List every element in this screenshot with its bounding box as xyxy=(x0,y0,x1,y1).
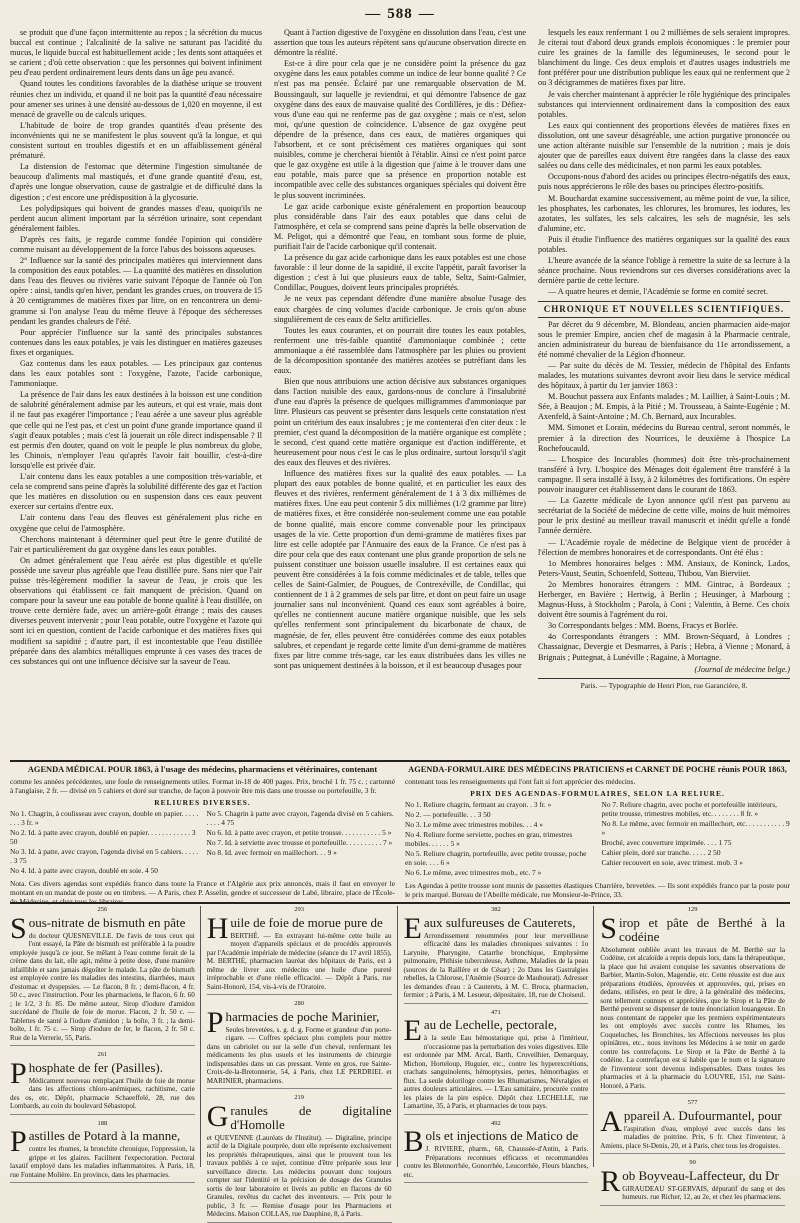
article-paragraph: L'heure avancée de la séance l'oblige à remettre la suite de sa lecture à la séance prochaine. Nous reviendrons sur ces diverses considérations avec la dernière partie de cette lecture. xyxy=(538,256,790,286)
ad-title-text: au de Lechelle, pectorale, xyxy=(423,1017,557,1032)
agenda-medical-note: Nota. Ces divers agendas sont expédiés franco dans toute la France et l'Algérie aux prix annoncés, mais il faut en envoyer le montant en un mandat de poste ou en timbres. — A Paris, chez P. Asselin, gendre et successeur de Labé, libraire, place de l'École-de-Médecine, et chez tous les libraires. xyxy=(10,878,395,906)
ad-column xyxy=(600,906,790,1201)
article-paragraph: Par décret du 9 décembre, M. Blondeau, ancien pharmacien aide-major sous le premier Empire, ancien chef de magasin à la Pharmacie centrale, ancien administrateur du bureau de bienfaisance du 11e arrondissement, a été nommé chevalier de la Légion d'honneur. xyxy=(538,319,790,359)
article-paragraph: Je vais chercher maintenant à apprécier le rôle hygiénique des principales substances qui interviennent ordinairement dans la composition des eaux potables. xyxy=(538,89,790,119)
agenda-advertisements xyxy=(10,760,790,906)
agenda-formulaire-title: AGENDA-FORMULAIRE DES MÉDECINS PRATICIENS et CARNET DE POCHE réunis POUR 1863, xyxy=(408,765,787,774)
article-paragraph: 4o Correspondants étrangers : MM. Brown-Séquard, à Londres ; Chassaignac, Devergie et Desmarres, à Paris ; Hebra, à Vienne ; Monard, à Brignais ; Puttegnat, à Lunéville ; Ragaine, à Mortagne. xyxy=(538,632,790,662)
article-paragraph: Je ne veux pas cependant défendre d'une manière absolue l'usage des eaux chargées de cinq volumes d'acide carbonique. Je crois qu'on abuse singulièrement de ces eaux de Seltz artificielles. xyxy=(274,294,526,324)
agenda-medical-subtitle: RELIURES DIVERSES. xyxy=(154,797,251,807)
ad-title-text: ranules de digitaline d'Homolle xyxy=(230,1102,392,1132)
article-paragraph: MM. Simonet et Lorain, médecins du Bureau central, seront nommés, le premier à la direction des Nourrices, le deuxième à l'hospice La Rochefoucauld. xyxy=(538,423,790,453)
ad-body: Seules brevetées, s. g. d. g. Forme et grandeur d'un porte-cigare. — Coffres spéciaux plus complets pour mettre dans un cabriolet ou sur la selle d'un cheval, renfermant les médicaments les plus usuels et les instruments de chirurgie indispensables dans un cas pressant. Vente en gros, rue Sainte-Croix-de-la-Bretonnerie, 54, à Paris, chez LE PERDRIEL et MARINIER, pharmaciens. xyxy=(206,1025,392,1085)
article-paragraph: Les polydipsiques qui boivent de grandes masses d'eau, quoiqu'ils ne perdent aucun aliment important par la sécrétion urinaire, sont cependant généralement faibles. xyxy=(10,203,262,233)
article-paragraph: se produit que d'une façon intermittente au repos ; la sécrétion du mucus buccal est continue ; l'alcalinité de la salive ne saturant pas l'acidité du mucus, le liquide buccal est habituellement acide ; les dents sont attaquées et se carient ; d'où cette observation : que les personnes qui boivent infiniment peu d'eau perdent ordinairement leurs dents dans un âge peu avancé. xyxy=(10,28,262,78)
article-paragraph: Est-ce à dire pour cela que je ne considère point la présence du gaz oxygène dans les eaux potables comme un indice de leur bonne qualité ? Ce n'est pas ma pensée. Éclairé par une remarquable observation de M. Boussingault, sur laquelle je reviendrai, et qui démontre l'absence de gaz oxygène dans des eaux de mauvaise qualité des Cordillères, je dis : Défiez-vous d'une eau qui ne renferme pas de gaz oxygène ; mais ce n'est, selon moi, qu'une question de coïncidence. L'absence de gaz oxygène peut dépendre de la présence, dans ces eaux, de matières organiques qui l'absorbent, et ce sont précisément ces matières organiques qui sont nuisibles, comme je chercherai bientôt à l'établir. Ainsi ce n'est point parce que le gaz oxygène est utile à la digestion que j'aime à le trouver dans une eau potable, mais parce que sa présence en proportion notable est incompatible avec celle des substances organiques spéciales qui doivent être le plus souvent incriminées. xyxy=(274,59,526,200)
article-paragraph: Cherchons maintenant à déterminer quel peut être le genre d'utilité de l'air et particulièrement du gaz oxygène dans les eaux potables. xyxy=(10,534,262,554)
ad-drop-cap: S xyxy=(10,911,27,945)
ad-body: BERTHÉ. — En extrayant lui-même cette huile au moyen d'appareils spéciaux et de procédés approuvés par l'Académie impériale de médecine (séance du 17 avril 1855), M. BERTHÉ, pharmacien lauréat des hôpitaux de Paris, est à même de livrer aux médecins une huile d'une pureté irréprochable et d'une réelle efficacité. — Dépôt à Paris, rue Saint-Honoré, 154, vis-à-vis de l'Oratoire. xyxy=(206,931,392,991)
price-list-item: Cahier recouvert en soie, avec trimest. mob. 3 » xyxy=(601,857,743,867)
classified-ad xyxy=(600,1099,785,1154)
ad-title xyxy=(206,1005,392,1039)
article-paragraph: — Par suite du décès de M. Tessier, médecin de l'hôpital des Enfants malades, les mutations suivantes devront avoir lieu dans le service médical des hôpitaux, à partir du 1er janvier 1863 : xyxy=(538,360,790,391)
price-list-item: No 1. Chagrin, à coulisseau avec crayon, double en papier. . . . . . . . 3 fr. » xyxy=(10,808,199,827)
article-columns xyxy=(10,28,790,758)
ad-title-text: aux sulfureuses de Cauterets, xyxy=(423,914,576,930)
ad-title-text: astilles de Potard à la manne, xyxy=(28,1128,181,1143)
ad-title xyxy=(403,1125,589,1158)
classified-ad xyxy=(10,906,195,1046)
ad-body: J. RIVIERE, pharm., 68, Chaussée-d'Antin, à Paris. Préparations reconnues efficaces et recommandées contre les Blennorrhée, Gonorrhée, Leucorrhée, Fleurs blanches, etc. xyxy=(403,1145,589,1179)
ad-body: du docteur QUESNEVILLE. De l'avis de tous ceux qui l'ont essayé, la Pâte de bismuth est préférable à la poudre employée jusqu'à ce jour. Se mêlant à l'eau comme ferait de la crème dans du lait, elle agit, même à petite dose, d'une manière infaillible et sans jamais dégoûter le malade. La pâte de bismuth est employée contre les maladies des intestins, diarrhées, maux d'estomac et dyspepsies. — Le flacon, 8 fr. ; demi-flacon, 4 fr. 50 c., avec l'instruction. Pour les pharmaciens, le flacon, 6 fr. 60 ; le 1/2, 3 fr. 85. De même auteur, Sirop d'iodure d'amidon succédané de l'huile de foie de morue. Flacon, 2 fr. 50 c. — Tablettes de santé à l'iodure d'amidon ; la boîte, 3 fr. ; la demi-boîte, 1 fr. 75 c. — Sirop d'iodure de fer, le flacon, 2 fr. 50 c. Rue de la Verrerie, 55, Paris. xyxy=(10,931,195,1042)
ad-title-text: uile de foie de morue pure de xyxy=(230,914,383,930)
article-paragraph: Influence des matières fixes sur la qualité des eaux potables. — La plupart des eaux potables de bonne qualité, et en particulier les eaux des fleuves et des rivières, renferment généralement de 1 à 3 dix millièmes de matières fixes. Une eau peut contenir 5 dix millièmes (1/2 gramme par litre) de matières fixes, et être considérée non-seulement comme une eau potable de bonne qualité, mais encore comme convenable pour les principaux usages de la vie. Cette proportion d'un demi-gramme de matières fixes par litre est celle adoptée par l'Annuaire des eaux de la France. Ce n'est pas à dire pour cela que des eaux contenant une plus grande proportion de sels ne puissent constituer une boisson usuelle insalubre. Il est certaines eaux qui peuvent être considérées à la fois comme médicinales et de table, telles que celles de Saint-Galmier, de Pougues, de Contrexéville, de Condillac, qui contiennent de 1 à 2 grammes de sels par litre, et dont on peut faire un usage journalier sans nul inconvénient. Quand ces eaux sont agréables à boire, qu'elles ne contiennent aucune matière organique nuisible, que les sels qu'elles renferment sont principalement du bicarbonate de chaux, de magnésie, de fer, elles peuvent être considérées comme des eaux potables salubres, et cependant je regarde cette limite d'un demi-gramme de matières fixes par litre comme très-sage, car les eaux distribuées dans les villes ne sont pas uniquement destinées à la boisson, et il est beaucoup d'usages pour xyxy=(274,469,526,670)
article-paragraph: lesquels les eaux renfermant 1 ou 2 millièmes de sels seraient impropres. Je citerai tout d'abord deux grands emplois économiques : le premier pour cuire les graines de la famille des légumineuses, le second pour le blanchiment du linge. Ces deux emplois et d'autres usages industriels me font préférer pour une distribution publique les eaux qui ne renferment que 2 ou 3 décigrammes de matières fixes par litre. xyxy=(538,28,790,88)
price-list-item: No 7. Id. à serviette avec trousse et portefeuille. . . . . . . . . . 7 » xyxy=(206,837,393,847)
ad-column xyxy=(10,906,201,1179)
ad-title-text: harmacies de poche Marinier, xyxy=(225,1008,380,1024)
ad-body: Arrondissement renommées pour leur merveilleuse efficacité dans les maladies chroniques suivantes : 1o Larynite, Pharyngite, Catarrhe bronchique, Emphysème pulmonaire, Phthisie tuberculeuse, Asthme, Maladies de la peau (sources de la Raillère et de César) ; 2o Dans les Gastralgies rebelles, la Chlorose, l'Anémie (Source de Mauhourat). Adresser les demandes d'eau : à Cauterets, à M. C. Broca, pharmacien, fermier ; à Paris, à M. Lesueur, dépositaire, 18, rue de Choiseul. xyxy=(403,931,589,999)
agenda-formulaire-ad xyxy=(405,765,790,900)
price-list-item: No 6. Id. à patte avec crayon, et petite trousse. . . . . . . . . . . 5 » xyxy=(206,827,392,837)
price-list-item: No 7. Reliure chagrin, avec poche et portefeuille intérieurs, petite trousse, trimestres mobiles, etc. . . . . . . . 8 fr. » xyxy=(601,799,777,818)
article-paragraph: Toutes les eaux courantes, et on pourrait dire toutes les eaux potables, renferment une très-faible quantité d'ammoniaque combinée ; cette ammoniaque a été rassemblée dans l'atmosphère par les pluies ou provient de la décomposition spontanée des matières azotées se putréfiant dans les eaux. xyxy=(274,325,526,376)
classified-ad xyxy=(404,906,589,1004)
article-column-3 xyxy=(538,28,790,758)
price-list-item: Broché, avec couverture imprimée. . . . 1 75 xyxy=(601,837,732,847)
ad-body: Absolument oubliée avant les travaux de M. Berthé sur la Codéine, cet alcaloïde a repris depuis lors, dans la thérapeutique, la place que lui avaient conquise les savantes observations de Barbier, Martin-Solon, Magendie, etc. Cette réussite est due aux préparations étudiées, éprouvées et approuvées, qui, prises en dedans, utilisées, en peut le dire, à la généralité des médecins, sont tellement connues et appréciées, que le Sirop et la Pâte de Berthé peuvent se dispenser de toute énonciation louangeuse. En nous contentant de rappeler que les premiers expérimentateurs les ont employés avec succès contre les Rhumes, les Coqueluches, les Bronchites, les Affections nerveuses les plus opiniâtres, etc., nous invitons les Médecins à se tenir en garde contre les contrefaçons. Le Sirop et la Pâte de Berthé à la codéine. La contrefaçon est si habile que le nom et la signature de l'inventeur sont devenus indispensables. Dans toutes les pharmacies et à la pharmacie du LOUVRE, 151, rue Saint-Honoré, à Paris. xyxy=(600,945,785,1090)
agenda-medical-list-left xyxy=(10,809,199,876)
classified-ad xyxy=(404,1120,589,1184)
ad-number: 293 xyxy=(294,906,304,913)
ad-body: contre les rhumes, la bronchite chronique, l'oppression, la grippe et les glaires. Facilitent l'expectoration. Pectoral laxatif employé dans les maladies inflammatoires. À Paris, 18, rue Fontaine Molière. En province, dans les pharmacies. xyxy=(10,1145,195,1179)
price-list-item: No 1. Reliure chagrin, fermant au crayon. . 3 fr. » xyxy=(405,799,552,809)
classified-ad xyxy=(10,1051,195,1115)
classified-ad xyxy=(600,1159,785,1206)
ad-drop-cap: P xyxy=(10,1056,27,1090)
article-paragraph: M. Bouchut passera aux Enfants malades ; M. Laillier, à Saint-Louis ; M. Sée, à Beaujon ; M. Empis, à la Pitié ; M. Trousseau, à Sainte-Eugénie ; M. Axenfeld, à Saint-Antoine ; M. Ch. Bernard, aux Incurables. xyxy=(538,392,790,422)
ad-title xyxy=(600,911,785,945)
agenda-medical-ad xyxy=(10,765,395,906)
article-paragraph: La distension de l'estomac que détermine l'ingestion simultanée de beaucoup d'aliments mal mastiqués, et d'une grande quantité d'eau, est, d'après une longue observation, cause de gastralgie et de difficulté dans la digestion ; c'est encore une prédisposition à la glycosurie. xyxy=(10,162,262,202)
ad-number: 261 xyxy=(97,1051,108,1058)
price-list-item: No 8. Le même, avec fermoir en maillechort, etc. . . . . . . . . . . 9 » xyxy=(601,818,790,837)
ad-drop-cap: P xyxy=(206,1005,224,1039)
ad-drop-cap: E xyxy=(403,911,422,945)
price-list-item: No 4. Id. à patte avec crayon, doublé en soie. 4 50 xyxy=(10,865,158,875)
price-list-item: Cahier plein, doré sur tranche. . . . . 2 50 xyxy=(601,847,721,857)
classified-ads xyxy=(10,902,790,1218)
article-paragraph: Quand toutes les conditions favorables de la diathèse urique se trouvent réunies chez un individu, et quand il ne boit pas la quantité d'eau nécessaire pour amener ses urines à une densité au-dessous de 1,020 en moyenne, il est menacé de gravelle ou de calculs uriques. xyxy=(10,79,262,119)
article-paragraph: Gaz contenus dans les eaux potables. — Les principaux gaz contenus dans les eaux potables sont : l'oxygène, l'azote, l'acide carbonique, l'ammoniaque. xyxy=(10,359,262,389)
price-list-item: No 5. Reliure chagrin, portefeuille, avec petite trousse, poche en soie. . . . 6 » xyxy=(405,848,587,867)
price-list-item: No 3. Le même avec trimestres mobiles. . . 4 » xyxy=(405,819,543,829)
agenda-medical-list-right xyxy=(207,809,396,876)
agenda-medical-title: AGENDA MÉDICAL POUR 1863, à l'usage des médecins, pharmaciens et vétérinaires, contenant xyxy=(27,765,378,774)
classified-ad xyxy=(600,906,785,1094)
ad-number: 129 xyxy=(687,906,698,913)
article-paragraph: 1o Membres honoraires belges : MM. Ansiaux, de Koninck, Lados, Peters-Vaust, Seutin, Schoenfeld, Sotteau, Thibou, Van Bierviiet. xyxy=(538,558,790,578)
article-paragraph: Bien que nous attribuions une action décisive aux substances organiques dans l'action nuisible des eaux, gardons-nous de conclure à l'insalubrité d'une eau d'après la présence de quelques milligrammes d'ammoniaque par litre. Plusieurs cas peuvent se présenter dans lesquels cette constatation n'est point un critérium des eaux insalubres ; je me contenterai d'en citer deux : le premier, c'est quand la décomposition de la matière organique est complète ; le second, c'est quand cette matière organique est d'action indifférente, et heureusement pour nous c'est le cas le plus ordinaire, surtout lorsqu'il s'agit des eaux des fleuves et des rivières. xyxy=(274,377,526,467)
price-list-item: No 6. Le même, avec trimestres mob., etc. 7 » xyxy=(405,867,542,877)
classified-ad xyxy=(207,1000,392,1089)
ad-number: 280 xyxy=(294,1000,304,1007)
article-paragraph: — L'Académie royale de médecine de Belgique vient de procéder à l'élection de membres honoraires et de correspondants. Ont été élus : xyxy=(538,537,790,557)
ad-number: 219 xyxy=(294,1094,304,1101)
agenda-formulaire-subtitle: PRIX DES AGENDAS-FORMULAIRES, SELON LA RELIURE. xyxy=(470,788,725,798)
price-list-item: No 3. Id. à patte, avec crayon, l'agenda divisé en 5 cahiers. . . . . . 3 75 xyxy=(10,846,199,865)
article-paragraph: D'après ces faits, je regarde comme fondée l'opinion qui considère comme nuisant au développement de la force l'abus des boissons aqueuses. xyxy=(10,234,262,254)
article-paragraph: 2o Membres honoraires étrangers : MM. Gintrac, à Bordeaux ; Herberger, en Bavière ; Hertwig, à Berlin ; Heusinger, à Marbourg ; Magnus-Huss, à Stockholm ; Parola, à Coni ; Valentin, à Berne. Ces choix doivent être soumis à l'agrément du roi. xyxy=(538,579,790,620)
ad-body: à la seule Eau hémostatique qui, prise à l'intérieur, n'occasionne pas la perturbation des voies digestives. Elle est ordonnée par MM. Arcal, Barth, Cruveilhier, Demarquay, Michon, Horteloup, Huguier, etc., contre les hyperexcrétions, crachats sanguinolents, hémoptysies, pertes, hémorrhagies et flux. La seule doloriloge contre les Rhumatismes, Névralgies et autres douleurs articulaires. — L'Eau samitaire, procurée contre les plaies de la pire espèce. Dépôt chez LECHELLE, rue Lamartine, 35, à Paris, et pharmacies de tous pays. xyxy=(403,1034,589,1110)
article-paragraph: — L'hospice des Incurables (hommes) doit être très-prochainement transféré à Ivry. L'hospice des Ménages doit également être transféré à la campagne. Il sera installé à Issy, à 2 kilomètres des fortifications. On espère pouvoir inaugurer cet établissement dans le courant de 1863. xyxy=(538,454,790,495)
ad-column xyxy=(206,906,398,1218)
price-list-item: No 2. Id. à patte avec crayon, doublé en papier. . . . . . . . . . . . 3 50 xyxy=(10,827,196,846)
article-paragraph: Le gaz acide carbonique existe généralement en proportion beaucoup plus considérable dans l'air des eaux potables que dans celui de l'atmosphère, et cela se comprend sans peine d'après la belle observation de M. Peligot, qui a démontré que l'eau, en tombant sous forme de pluie, purifiait l'air de l'acide carbonique qu'il contenait. xyxy=(274,201,526,251)
price-list-item: No 2. — portefeuille. . . 3 50 xyxy=(405,809,491,819)
ad-number: 577 xyxy=(687,1099,698,1106)
price-list-item: No 5. Chagrin à patte avec crayon, l'agenda divisé en 5 cahiers. . . . . 4 75 xyxy=(206,808,394,827)
ad-drop-cap: G xyxy=(206,1099,229,1133)
article-paragraph: Puis il étudie l'influence des matières organiques sur la qualité des eaux potables. xyxy=(538,234,790,254)
ad-title-text: irop et pâte de Berthé à la codéine xyxy=(618,914,785,944)
classified-ad xyxy=(207,1094,392,1223)
article-paragraph: — A quatre heures et demie, l'Académie se forme en comité secret. xyxy=(548,287,768,297)
ad-title xyxy=(10,1056,195,1090)
ad-drop-cap: B xyxy=(403,1125,424,1158)
article-paragraph: Occupons-nous d'abord des acides ou principes électro-négatifs des eaux, puis nous apprécierons le rôle des bases ou principes électro-positifs. xyxy=(538,172,790,192)
ad-number: 256 xyxy=(97,906,108,913)
agenda-formulaire-list-left xyxy=(405,800,594,878)
classified-ad xyxy=(10,1120,195,1184)
ad-number: 471 xyxy=(491,1008,501,1016)
ad-body: l'aspiration d'eau, employé avec succès dans les maladies de poitrine. Prix, 6 fr. Chez l'inventeur, à Amiens, place St-Denis, 20, et à Paris, chez tous les droguistes. xyxy=(600,1124,785,1150)
ad-title xyxy=(403,1014,589,1047)
ad-title-text: ob Boyveau-Laffecteur, du Dr xyxy=(622,1167,779,1183)
ad-drop-cap: S xyxy=(600,911,617,945)
ad-number: 492 xyxy=(491,1119,501,1127)
ad-number: 382 xyxy=(491,906,501,913)
article-paragraph: Les eaux qui contiennent des proportions élevées de matières fixes en dissolution, ont une saveur désagréable, une action purgative prononcée ou une action altérante nuisible sur l'ensemble de la nutrition ; mais je dois ajouter que de pareilles eaux doivent être rangées dans la classe des eaux salées ou dans celle des médicinales, et non parmi les eaux potables. xyxy=(538,120,790,171)
article-paragraph: On admet généralement que l'eau aérée est plus digestible et qu'elle possède une saveur plus agréable que l'eau distillée pure. Sans nier que l'air puisse très-légèrement modifier la saveur de l'eau, je crois que les observations qui établissent ce fait manquent de précision. Quand on compare pour la saveur une eau potable de bonne qualité à l'eau distillée, on trouve cette dernière fade, avec un arrière-goût étrange ; mais des causes diverses peuvent intervenir ; pour l'eau potable, outre l'oxygène et l'azote qui sont ici en question, contient de l'acide carbonique et des matières fixes qui modifient sa sapidité ; d'autre part, il est incontestable que l'eau distillée préparée dans des alambics métalliques emprunte à ces vases des traces de ces substances qui ont une influence décisive sur la saveur de l'eau. xyxy=(10,555,262,666)
printer-line: Paris. — Typographie de Henri Plon, rue Garancière, 8. xyxy=(538,678,790,691)
ad-body: et QUEVENNE (Lauréats de l'Institut). — Digitaline, principe actif de la Digitale pourprée, dont elle représente exclusivement les propriétés thérapeutiques, ainsi que le prouvent tous les travaux publiés à ce sujet, continue d'être préparée sous leur surveillance directe. Les médecins pouvant donc toujours compter sur l'identité et la précision de dosage des Granules sortis de leur laboratoire et livrés au public en flacons de 60 Granules, revêtus du cachet des inventeurs. — Prix pour le public, 3 fr. — Remise d'usage pour les Pharmaciens et Médecins. Maison COLLAS, rue Dauphine, 8, à Paris. xyxy=(206,1133,392,1218)
ad-drop-cap: P xyxy=(10,1125,27,1158)
page-number: — 588 — xyxy=(0,6,800,23)
ad-number: 188 xyxy=(97,1119,108,1127)
ad-title-text: ols et injections de Matico de xyxy=(425,1128,579,1143)
article-paragraph: 3o Correspondants belges : MM. Boens, Fracys et Borlée. xyxy=(548,621,738,631)
ad-body: GIRAUDEAU ST-GERVAIS, dépuratif du sang et des humeurs. rue Richer, 12, au 2e, et chez les pharmaciens. xyxy=(622,1184,785,1201)
chronique-title: CHRONIQUE ET NOUVELLES SCIENTIFIQUES. xyxy=(538,301,790,317)
article-column-2 xyxy=(274,28,526,758)
ad-drop-cap: R xyxy=(600,1164,621,1198)
agenda-medical-lead: comme les années précédentes, une foule de renseignements utiles. Format in-18 de 400 pages. Prix, broché 1 fr. 75 c. ; cartonné à l'anglaise, 2 fr. — divisé en 5 cahiers et doré sur tranche, de façon à pouvoir être mis dans une trousse ou portefeuille, 3 fr. xyxy=(10,776,395,795)
price-list-item: No 4. Reliure forme serviette, poches en grau, trimestres mobiles. . . . . . 5 » xyxy=(405,829,573,848)
chronique-signature: (Journal de médecine belge.) xyxy=(694,664,790,674)
ad-title xyxy=(403,911,589,945)
ad-body: Médicament nouveau remplaçant l'huile de foie de morue dans les affections chloro-anémiques, rachitisme, carie des os, etc. Dépôt, pharmacie Schaeeffelé, 28, rue des Lombards, au coin du boulevard Sébastopol. xyxy=(10,1076,195,1110)
ad-title-text: hosphate de fer (Pasilles). xyxy=(28,1059,163,1075)
article-paragraph: 2° Influence sur la santé des principales matières qui interviennent dans la composition des eaux potables. — La quantité des matières en dissolution dans l'eau des fleuves ou rivières varie suivant l'époque de l'année où l'on opère : ainsi, tandis qu'en hiver, pendant les grandes crues, on trouvera de 15 à 20 centigrammes de matières fixes par litre, on en rencontrera un demi-gramme si l'on analyse l'eau du même fleuve à l'époque des sécheresses pendant les grandes chaleurs de l'été. xyxy=(10,256,262,326)
article-paragraph: M. Bouchardat examine successivement, au même point de vue, la silice, les phosphates, les carbonates, les chlorures, les bromures, les iodures, les azotates, les sulfates, les sels calcaires, les sels de magnésie, les sels d'alumine, etc. xyxy=(538,193,790,233)
ad-title-text: ous-nitrate de bismuth en pâte xyxy=(28,914,186,930)
ad-title xyxy=(206,911,392,945)
article-paragraph: Quant à l'action digestive de l'oxygène en dissolution dans l'eau, c'est une assertion que tous les auteurs répètent sans qu'aucune observation directe en démontre la réalité. xyxy=(274,28,526,58)
ad-number: 90 xyxy=(689,1159,696,1166)
ad-title xyxy=(10,911,195,945)
agenda-formulaire-list-right xyxy=(602,800,791,878)
article-paragraph: L'air contenu dans l'eau des fleuves est généralement plus riche en oxygène que celui de l'atmosphère. xyxy=(10,513,262,533)
ad-title xyxy=(10,1125,195,1158)
ad-drop-cap: H xyxy=(206,911,229,945)
classified-ad xyxy=(207,906,392,995)
article-paragraph: La présence de l'air dans les eaux destinées à la boisson est une condition de salubrité généralement admise par les auteurs, et qui est vraie, mais dont il ne faut pas exagérer l'importance ; l'eau aérée a une saveur plus agréable que celle qui ne l'est pas, et c'est un point d'une grande importance quand il s'agit d'eaux potables ; mais c'est là jouerait un rôle direct indispensable ? Il est permis d'en douter, quand on voit le peuple le plus nombreux du globe, les Chinois, n'employer l'eau qu'après l'avoir fait bouillir, c'est-à-dire lorsqu'elle est privée d'air. xyxy=(10,390,262,470)
article-paragraph: La présence du gaz acide carbonique dans les eaux potables est une chose favorable : il leur donne de la sapidité, il excite l'appétit, paraît favoriser la digestion ; c'est à lui que plusieurs eaux de table, Seltz, Saint-Galmier, Condillac, Pougues, doivent leurs principales propriétés. xyxy=(274,253,526,293)
ad-drop-cap: A xyxy=(600,1104,622,1138)
agenda-formulaire-lead: contenant tous les renseignements qui l'ont fait si fort apprécier des médecins. xyxy=(405,776,636,786)
ad-column xyxy=(403,906,595,1179)
price-list-item: No 8. Id. avec fermoir en maillechort. . . 9 » xyxy=(206,847,337,857)
article-paragraph: L'habitude de boire de trop grandes quantités d'eau présente des inconvénients qui ne se manifestent le plus souvent qu'à la longue, et qui consistent surtout en troubles digestifs et en un affaiblissement général prématuré. xyxy=(10,120,262,161)
article-paragraph: — La Gazette médicale de Lyon annonce qu'il n'est pas parvenu au secrétariat de la Société de médecine de cette ville, moins de huit mémoires pour le prix destiné au meilleur travail manuscrit et inédit qu'elle a fondé l'année dernière. xyxy=(538,496,790,536)
ad-drop-cap: E xyxy=(403,1014,422,1047)
article-paragraph: L'air contenu dans les eaux potables a une composition très-variable, et cela se comprend sans peine d'après la solubilité différente des gaz et l'action que les matières en dissolution ou en suspension dans ces eaux peuvent exercer sur certains d'entre eux. xyxy=(10,472,262,512)
article-column-1 xyxy=(10,28,262,758)
classified-ad xyxy=(404,1009,589,1115)
agenda-formulaire-note: Les Agendas à petite trousse sont munis de passettes élastiques Charrière, brevetées. — Ils sont expédiés franco par la poste pour le prix marqué. Bureau de l'Abeille médicale, rue Monsieur-le-Prince, 33. xyxy=(405,880,790,899)
ad-title xyxy=(206,1099,392,1133)
article-paragraph: Pour apprécier l'influence sur la santé des principales substances contenues dans les eaux potables, je vais les distinguer en matières gazeuses fixes et organiques. xyxy=(10,327,262,357)
ad-title-text: ppareil A. Dufourmantel, pour xyxy=(623,1107,782,1123)
